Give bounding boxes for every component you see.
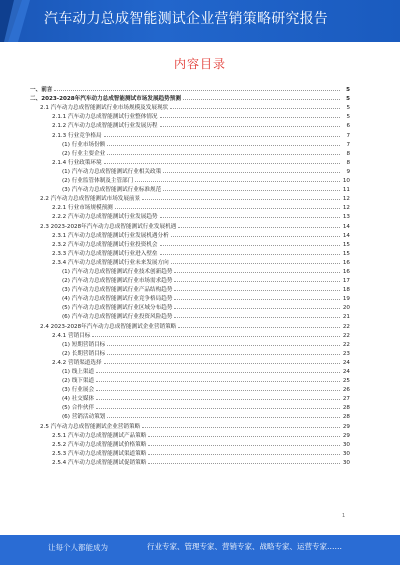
toc-entry-page: 16 — [342, 259, 350, 266]
toc-leader-dots — [107, 416, 340, 418]
toc-entry[interactable] — [30, 384, 350, 393]
toc-entry[interactable] — [30, 275, 350, 284]
toc-entry[interactable] — [30, 302, 350, 311]
toc-leader-dots — [160, 244, 340, 246]
toc-entry[interactable] — [30, 411, 350, 420]
toc-leader-dots — [174, 298, 340, 300]
toc-entry-label: 2.3.1 汽车动力总成智能测试行业发展机遇分析 — [52, 232, 169, 239]
toc-entry[interactable] — [30, 330, 350, 339]
toc-entry[interactable] — [30, 202, 350, 211]
toc-entry-label: 2.3.3 汽车动力总成智能测试行业进入壁垒 — [52, 250, 158, 257]
toc-leader-dots — [148, 444, 340, 446]
toc-entry[interactable] — [30, 257, 350, 266]
toc-entry-page: 17 — [342, 278, 350, 285]
toc-entry-page: 21 — [342, 314, 350, 321]
toc-entry-page: 22 — [342, 332, 350, 339]
toc-entry-page: 15 — [342, 241, 350, 248]
toc-entry-page: 30 — [342, 441, 350, 448]
toc-entry-page: 24 — [342, 369, 350, 375]
toc-leader-dots — [96, 398, 340, 400]
toc-leader-dots — [170, 107, 340, 109]
toc-entry-page: 30 — [342, 459, 350, 466]
toc-entry-page: 14 — [342, 232, 350, 239]
toc-entry-label: 2.5 汽车动力总成智能测试企业营销策略 — [40, 423, 141, 430]
toc-entry-label: (6) 汽车动力总成智能测试行业投资风险趋势 — [62, 314, 173, 321]
toc-entry[interactable] — [30, 84, 350, 93]
toc-entry-label: 2.4 2023-2028年汽车动力总成智能测试企业营销策略 — [40, 323, 177, 330]
toc-entry[interactable] — [30, 248, 350, 257]
toc-entry-page: 22 — [342, 323, 350, 330]
toc-entry-page: 28 — [342, 414, 350, 421]
toc-entry-label: (3) 汽车动力总成智能测试行业产品结构趋势 — [62, 287, 173, 294]
toc-entry[interactable] — [30, 120, 350, 129]
footer-banner — [0, 535, 400, 565]
toc-entry-page: 29 — [342, 432, 350, 439]
toc-entry-label: (2) 长期营销目标 — [62, 350, 106, 357]
toc-leader-dots — [142, 198, 340, 200]
toc-entry[interactable] — [30, 139, 350, 148]
toc-entry-label: 2.3.2 汽车动力总成智能测试行业投资机会 — [52, 241, 158, 248]
toc-entry[interactable] — [30, 93, 350, 102]
toc-leader-dots — [104, 135, 340, 137]
toc-leader-dots — [96, 389, 340, 391]
toc-entry-label: (1) 短期营销目标 — [62, 341, 106, 348]
toc-leader-dots — [178, 226, 340, 228]
toc-entry-page: 7 — [346, 132, 350, 139]
toc-leader-dots — [174, 289, 340, 291]
toc-entry-label: 2.5.2 汽车动力总成智能测试价格策略 — [52, 441, 147, 448]
toc-entry-page: 18 — [342, 287, 350, 294]
toc-entry[interactable] — [30, 193, 350, 202]
toc-entry-label: (1) 行业市场份额 — [62, 141, 106, 148]
toc-entry-page: 16 — [342, 268, 350, 275]
toc-leader-dots — [135, 180, 340, 182]
toc-entry[interactable] — [30, 439, 350, 448]
toc-entry[interactable] — [30, 366, 350, 375]
toc-entry-label: 2.1.2 汽车动力总成智能测试行业发展历程 — [52, 123, 158, 130]
toc-entry-page: 11 — [342, 187, 350, 194]
toc-leader-dots — [183, 98, 340, 100]
toc-entry-label: 2.1.4 行业政策环境 — [52, 159, 102, 166]
toc-leader-dots — [174, 271, 340, 273]
toc-leader-dots — [160, 125, 340, 127]
toc-entry-page: 29 — [342, 423, 350, 430]
toc-entry[interactable] — [30, 239, 350, 248]
toc-heading: 内容目录 — [173, 57, 226, 71]
toc-leader-dots — [54, 89, 340, 91]
toc-entry-label: 一、前言 — [30, 87, 53, 94]
toc-entry-label: (4) 汽车动力总成智能测试行业竞争格局趋势 — [62, 296, 173, 303]
toc-entry-page: 12 — [342, 205, 350, 212]
toc-leader-dots — [174, 316, 340, 318]
footer-slogan: 让每个人都能成为 — [48, 543, 108, 552]
toc-entry-label: 2.4.1 营销目标 — [52, 332, 91, 339]
toc-entry-page: 27 — [342, 396, 350, 403]
toc-entry-label: 2.2 汽车动力总成智能测试市场发展前景 — [40, 196, 141, 203]
toc-entry-label: 二、2023-2028年汽车动力总成智能测试市场发展趋势预测 — [30, 96, 181, 103]
toc-leader-dots — [174, 280, 340, 282]
toc-entry[interactable] — [30, 457, 350, 466]
toc-entry-label: (1) 汽车动力总成智能测试行业相关政策 — [62, 168, 162, 175]
toc-entry-page: 14 — [342, 223, 350, 230]
toc-entry[interactable] — [30, 266, 350, 275]
toc-entry[interactable] — [30, 284, 350, 293]
toc-entry-page: 5 — [346, 96, 350, 103]
toc-leader-dots — [160, 253, 340, 255]
toc-entry-label: (2) 行业监管体制及主管部门 — [62, 178, 134, 185]
toc-leader-dots — [174, 307, 340, 309]
toc-leader-dots — [104, 162, 340, 164]
toc-entry-label: 2.5.4 汽车动力总成智能测试促销策略 — [52, 459, 147, 466]
toc-entry-page: 9 — [346, 168, 350, 175]
toc-entry[interactable] — [30, 129, 350, 138]
toc-entry-page: 25 — [342, 378, 350, 385]
toc-entry-label: 2.5.1 汽车动力总成智能测试产品策略 — [52, 432, 147, 439]
toc-entry-page: 8 — [346, 159, 350, 166]
toc-entry[interactable] — [30, 102, 350, 111]
toc-entry-page: 15 — [342, 250, 350, 257]
toc-leader-dots — [104, 362, 340, 364]
toc-entry-label: (5) 汽车动力总成智能测试行业区域分布趋势 — [62, 305, 173, 312]
toc-entry[interactable] — [30, 420, 350, 429]
toc-entry-label: (1) 汽车动力总成智能测试行业技术创新趋势 — [62, 268, 173, 275]
toc-entry[interactable] — [30, 211, 350, 220]
toc-leader-dots — [115, 207, 340, 209]
report-title: 汽车动力总成智能测试企业营销策略研究报告 — [44, 11, 328, 27]
toc-entry-label: 2.2.2 汽车动力总成智能测试行业发展趋势 — [52, 214, 158, 221]
toc-leader-dots — [163, 171, 340, 173]
toc-leader-dots — [96, 380, 340, 382]
toc-entry-label: 2.2.1 行业市场规模预测 — [52, 205, 113, 212]
toc-entry[interactable] — [30, 402, 350, 411]
toc-leader-dots — [96, 407, 340, 409]
toc-entry-label: 2.3 2023-2028年汽车动力总成智能测试行业发展机遇 — [40, 223, 177, 230]
toc-entry-label: 2.1.1 汽车动力总成智能测试行业整体情况 — [52, 114, 158, 121]
toc-leader-dots — [171, 262, 340, 264]
toc-entry-label: (6) 营销活动策划 — [62, 414, 106, 421]
toc-leader-dots — [160, 116, 340, 118]
toc-entry[interactable] — [30, 320, 350, 329]
toc-entry-label: 2.1 汽车动力总成智能测试行业市场规模及发展现状 — [40, 105, 169, 112]
toc-entry[interactable] — [30, 230, 350, 239]
toc-leader-dots — [148, 462, 340, 464]
toc-entry[interactable] — [30, 375, 350, 384]
toc-leader-dots — [163, 189, 340, 191]
toc-entry-page: 12 — [342, 196, 350, 203]
toc-leader-dots — [107, 353, 340, 355]
toc-entry-label: (5) 合作伙伴 — [62, 405, 95, 412]
toc-entry[interactable] — [30, 348, 350, 357]
toc-leader-dots — [107, 344, 340, 346]
toc-entry-page: 13 — [342, 214, 350, 221]
toc-entry-page: 7 — [346, 141, 350, 148]
toc-entry-page: 10 — [342, 178, 350, 185]
toc-entry[interactable] — [30, 148, 350, 157]
toc-entry[interactable] — [30, 184, 350, 193]
toc-entry[interactable] — [30, 430, 350, 439]
toc-leader-dots — [142, 426, 340, 428]
toc-entry-label: 2.5.3 汽车动力总成智能测试渠道策略 — [52, 450, 147, 457]
toc-leader-dots — [178, 326, 340, 328]
toc-entry-label: 2.4.2 营销渠道选择 — [52, 359, 102, 366]
toc-entry-page: 6 — [346, 123, 350, 130]
toc-entry-label: (4) 社交媒体 — [62, 396, 95, 403]
toc-leader-dots — [148, 453, 340, 455]
toc-leader-dots — [148, 435, 340, 437]
toc-entry-page: 5 — [346, 87, 350, 94]
toc-entry[interactable] — [30, 448, 350, 457]
toc-leader-dots — [160, 216, 340, 218]
toc-entry-page: 28 — [342, 405, 350, 412]
toc-entry-page: 5 — [346, 105, 350, 112]
toc-entry-label: (2) 线下渠道 — [62, 378, 95, 385]
toc-entry[interactable] — [30, 175, 350, 184]
toc-entry-page: 23 — [342, 350, 350, 357]
table-of-contents — [30, 84, 350, 466]
toc-entry[interactable] — [30, 311, 350, 320]
toc-entry[interactable] — [30, 293, 350, 302]
toc-entry[interactable] — [30, 393, 350, 402]
toc-entry[interactable] — [30, 339, 350, 348]
toc-entry-page: 8 — [346, 150, 350, 157]
toc-entry-label: (2) 汽车动力总成智能测试行业市场需求趋势 — [62, 278, 173, 285]
toc-entry[interactable] — [30, 166, 350, 175]
toc-entry-page: 20 — [342, 305, 350, 312]
header-decoration-icon — [0, 0, 40, 42]
toc-entry-label: 2.1.3 行业竞争格局 — [52, 132, 102, 139]
toc-entry-label: 2.3.4 汽车动力总成智能测试行业未来发展方向 — [52, 259, 169, 266]
toc-leader-dots — [107, 153, 340, 155]
toc-entry[interactable] — [30, 111, 350, 120]
toc-entry-label: (3) 汽车动力总成智能测试行业标准规范 — [62, 187, 162, 194]
toc-entry-page: 5 — [346, 114, 350, 121]
toc-entry-page: 30 — [342, 450, 350, 457]
toc-leader-dots — [107, 144, 340, 146]
toc-entry-label: (2) 行业主要企业 — [62, 150, 106, 157]
header-banner — [0, 0, 400, 42]
toc-entry[interactable] — [30, 357, 350, 366]
toc-entry-label: (3) 行业展会 — [62, 387, 95, 394]
toc-entry-page: 22 — [342, 341, 350, 348]
toc-entry-label: (1) 线上渠道 — [62, 369, 95, 375]
toc-leader-dots — [171, 235, 340, 237]
toc-entry-page: 26 — [342, 387, 350, 394]
toc-leader-dots — [92, 335, 340, 337]
toc-leader-dots — [96, 371, 340, 373]
toc-entry[interactable] — [30, 157, 350, 166]
toc-entry-page: 24 — [342, 359, 350, 366]
toc-entry[interactable] — [30, 220, 350, 229]
page-number: 1 — [342, 513, 346, 519]
footer-tags: 行业专家、管理专家、营销专家、战略专家、运营专家…… — [147, 542, 342, 551]
toc-entry-page: 19 — [342, 296, 350, 303]
